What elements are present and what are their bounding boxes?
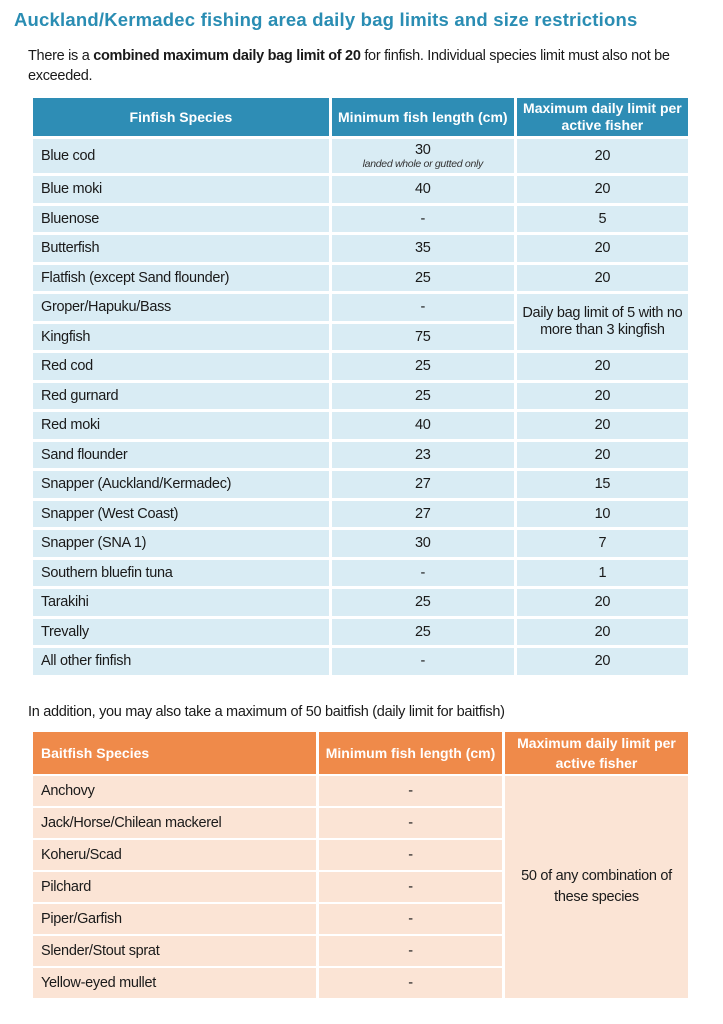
species-cell: Anchovy xyxy=(33,776,316,806)
length-cell: 40 xyxy=(332,176,514,203)
length-cell: - xyxy=(319,776,502,806)
limit-cell: 10 xyxy=(517,501,688,528)
species-cell: Red gurnard xyxy=(33,383,329,410)
length-cell: 27 xyxy=(332,501,514,528)
limit-cell: 1 xyxy=(517,560,688,587)
header-species: Finfish Species xyxy=(33,98,329,136)
species-cell: All other finfish xyxy=(33,648,329,675)
limit-cell: 20 xyxy=(517,265,688,292)
limit-cell: 15 xyxy=(517,471,688,498)
limit-cell-merged: 50 of any combination of these species xyxy=(505,776,688,998)
length-cell: 75 xyxy=(332,324,514,351)
header-max-limit: Maximum daily limit per active fisher xyxy=(517,98,688,136)
limit-cell: 20 xyxy=(517,139,688,173)
table-row xyxy=(33,589,688,616)
table-row xyxy=(33,353,688,380)
length-cell: 25 xyxy=(332,353,514,380)
finfish-table xyxy=(30,95,691,678)
length-cell: 35 xyxy=(332,235,514,262)
header-species: Baitfish Species xyxy=(33,732,316,774)
table-row xyxy=(33,294,688,321)
table-row xyxy=(33,776,688,806)
species-cell: Southern bluefin tuna xyxy=(33,560,329,587)
length-cell: - xyxy=(332,648,514,675)
limit-cell: 20 xyxy=(517,235,688,262)
species-cell: Butterfish xyxy=(33,235,329,262)
species-cell: Bluenose xyxy=(33,206,329,233)
table-row xyxy=(33,560,688,587)
table-row xyxy=(33,648,688,675)
species-cell: Blue cod xyxy=(33,139,329,173)
species-cell: Snapper (SNA 1) xyxy=(33,530,329,557)
table-row xyxy=(33,501,688,528)
species-cell: Slender/Stout sprat xyxy=(33,936,316,966)
limit-cell: 7 xyxy=(517,530,688,557)
length-cell: 25 xyxy=(332,589,514,616)
species-cell: Flatfish (except Sand flounder) xyxy=(33,265,329,292)
species-cell: Jack/Horse/Chilean mackerel xyxy=(33,808,316,838)
length-cell: - xyxy=(319,904,502,934)
length-cell: 25 xyxy=(332,265,514,292)
species-cell: Tarakihi xyxy=(33,589,329,616)
limit-cell: 20 xyxy=(517,353,688,380)
length-cell: 25 xyxy=(332,383,514,410)
baitfish-intro: In addition, you may also take a maximum of 50 baitfish (daily limit for baitfish) xyxy=(28,704,505,720)
species-cell: Snapper (Auckland/Kermadec) xyxy=(33,471,329,498)
length-cell: 23 xyxy=(332,442,514,469)
limit-cell: 20 xyxy=(517,176,688,203)
table-row xyxy=(33,235,688,262)
header-min-length: Minimum fish length (cm) xyxy=(319,732,502,774)
table-row xyxy=(33,530,688,557)
page-title: Auckland/Kermadec fishing area daily bag limits and size restrictions xyxy=(14,9,638,30)
limit-cell: 20 xyxy=(517,442,688,469)
species-cell: Red moki xyxy=(33,412,329,439)
finfish-header-row xyxy=(33,98,688,136)
length-note: landed whole or gutted only xyxy=(362,158,483,170)
species-cell: Yellow-eyed mullet xyxy=(33,968,316,998)
baitfish-table xyxy=(30,730,691,1000)
table-row xyxy=(33,139,688,173)
table-row xyxy=(33,471,688,498)
header-min-length: Minimum fish length (cm) xyxy=(332,98,514,136)
length-cell: 30 landed whole or gutted only xyxy=(332,139,514,173)
limit-cell: 5 xyxy=(517,206,688,233)
species-cell: Piper/Garfish xyxy=(33,904,316,934)
table-row xyxy=(33,442,688,469)
species-cell: Red cod xyxy=(33,353,329,380)
limit-cell: 20 xyxy=(517,412,688,439)
table-row xyxy=(33,412,688,439)
header-max-limit: Maximum daily limit per active fisher xyxy=(505,732,688,774)
species-cell: Sand flounder xyxy=(33,442,329,469)
intro-text: There is a combined maximum daily bag limit of 20 for finfish. Individual species limit must also not be exceeded. xyxy=(28,48,670,84)
species-cell: Snapper (West Coast) xyxy=(33,501,329,528)
length-cell: 40 xyxy=(332,412,514,439)
limit-cell: 20 xyxy=(517,648,688,675)
length-cell: - xyxy=(332,560,514,587)
species-cell: Pilchard xyxy=(33,872,316,902)
species-cell: Groper/Hapuku/Bass xyxy=(33,294,329,321)
species-cell: Kingfish xyxy=(33,324,329,351)
length-cell: - xyxy=(319,968,502,998)
species-cell: Blue moki xyxy=(33,176,329,203)
table-row xyxy=(33,176,688,203)
species-cell: Koheru/Scad xyxy=(33,840,316,870)
table-row xyxy=(33,619,688,646)
length-cell: 27 xyxy=(332,471,514,498)
length-cell: - xyxy=(332,206,514,233)
table-row xyxy=(33,383,688,410)
length-cell: - xyxy=(332,294,514,321)
limit-cell: 20 xyxy=(517,619,688,646)
length-cell: - xyxy=(319,840,502,870)
length-cell: - xyxy=(319,808,502,838)
limit-cell-merged: Daily bag limit of 5 with no more than 3 kingfish xyxy=(517,294,688,350)
baitfish-header-row xyxy=(33,732,688,774)
species-cell: Trevally xyxy=(33,619,329,646)
length-cell: - xyxy=(319,872,502,902)
table-row xyxy=(33,206,688,233)
length-cell: 30 xyxy=(332,530,514,557)
intro-bold: combined maximum daily bag limit of 20 xyxy=(93,48,361,64)
limit-cell: 20 xyxy=(517,383,688,410)
table-row xyxy=(33,265,688,292)
limit-cell: 20 xyxy=(517,589,688,616)
length-cell: - xyxy=(319,936,502,966)
length-cell: 25 xyxy=(332,619,514,646)
